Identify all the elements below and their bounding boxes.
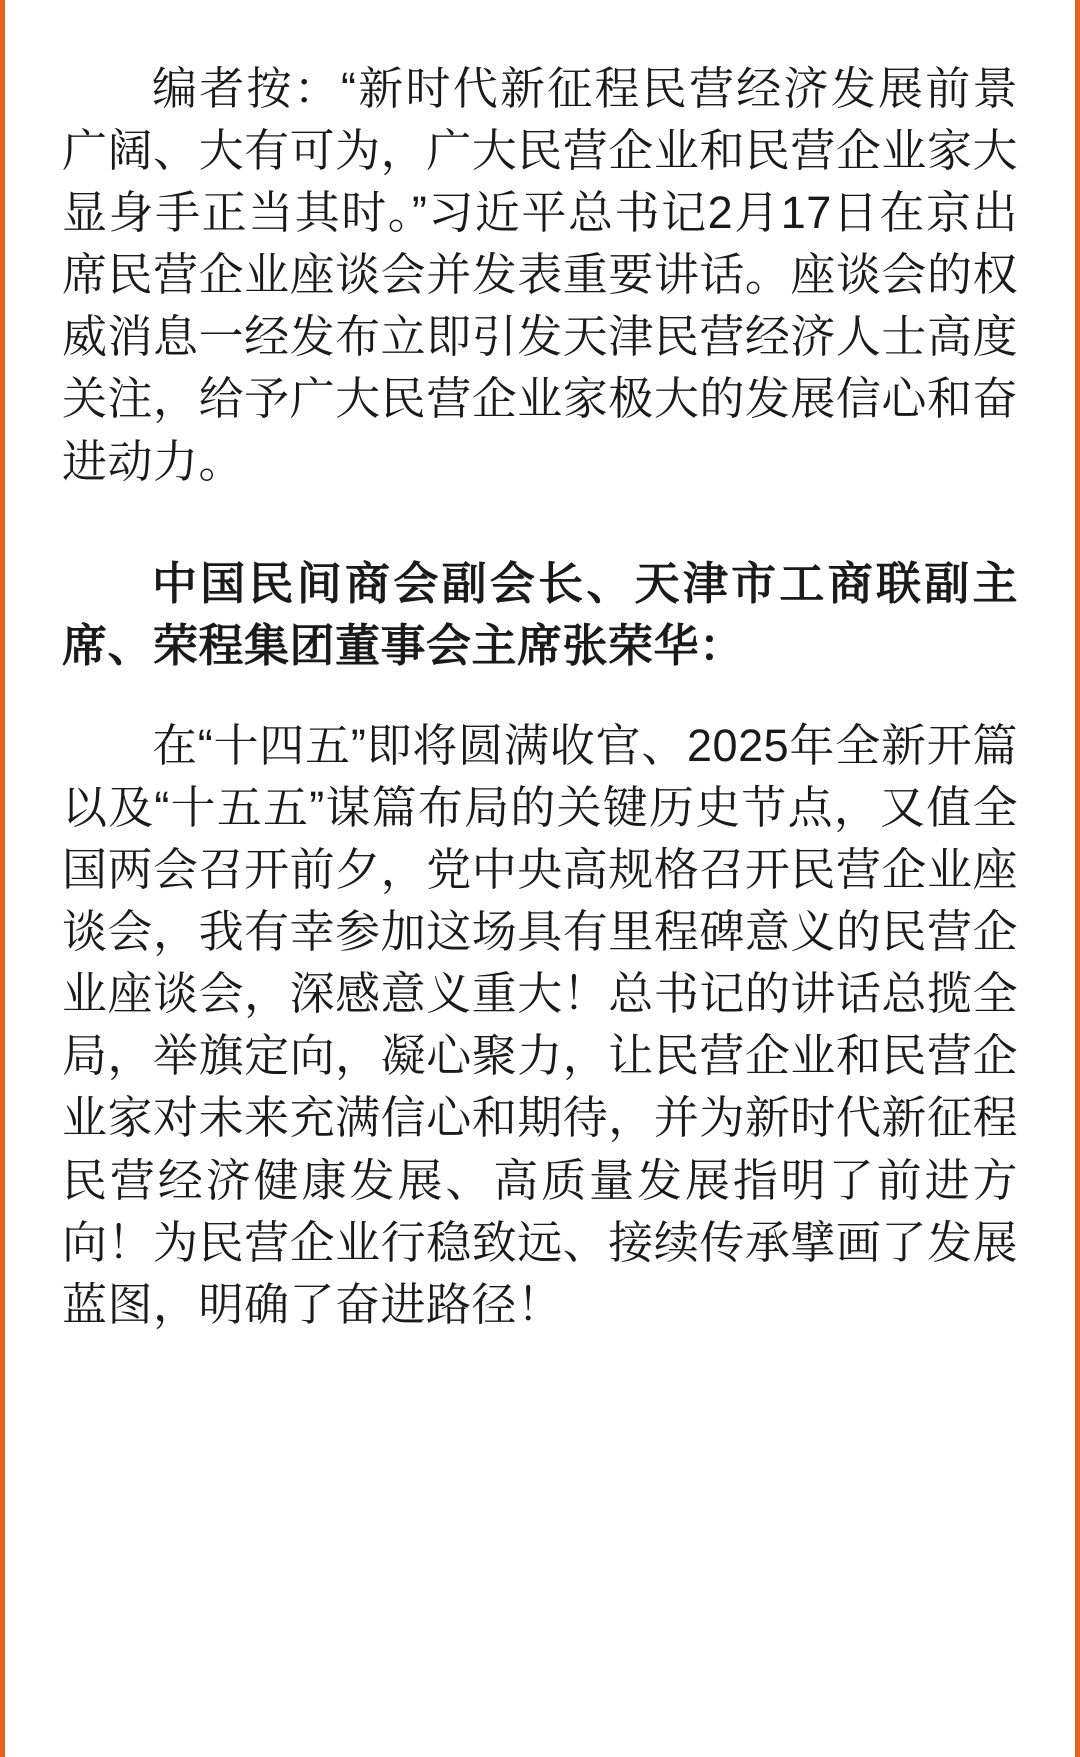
- article-body: [62, 58, 1018, 1757]
- paragraph-speaker-remarks: 在“十四五”即将圆满收官、2025年全新开篇以及“十五五”谋篇布局的关键历史节点，又值全国两会召开前夕，党中央高规格召开民营企业座谈会，我有幸参加这场具有里程碑意义的民营企业座谈会，深感意义重大！总书记的讲话总揽全局，举旗定向，凝心聚力，让民营企业和民营企业家对未来充满信心和期待，并为新时代新征程民营经济健康发展、高质量发展指明了前进方向！为民营企业行稳致远、接续传承擘画了发展蓝图，明确了奋进路径！: [62, 719, 1018, 1330]
- paragraph-speaker-title: 中国民间商会副会长、天津市工商联副主席、荣程集团董事会主席张荣华：: [62, 557, 1018, 671]
- paragraph-editor-note: 编者按：“新时代新征程民营经济发展前景广阔、大有可为，广大民营企业和民营企业家大显身手正当其时。”习近平总书记2月17日在京出席民营企业座谈会并发表重要讲话。座谈会的权威消息一经发布立即引发天津民营经济人士高度关注，给予广大民营企业家极大的发展信心和奋进动力。: [62, 63, 1018, 487]
- right-accent-rule: [1075, 0, 1080, 1757]
- spacer: [62, 677, 1018, 715]
- left-accent-rule: [0, 0, 5, 1757]
